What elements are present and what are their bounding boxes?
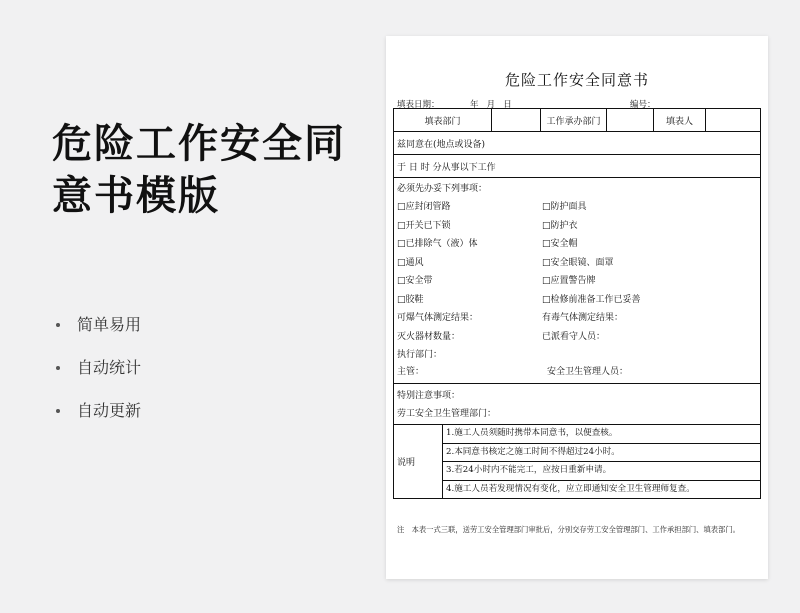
explanation-list [443,425,761,499]
special-notes-row [394,384,761,425]
feature-item [50,312,141,355]
checklist-item[interactable]: □应置警告牌 [542,276,596,286]
document-title: 危险工作安全同意书 [504,71,649,89]
consent-form-table [393,108,761,499]
location-row [394,132,761,155]
feature-label: 自动统计 [77,358,142,377]
explanation-item: 1.施工人员须随时携带本同意书，以便查核。 [443,425,760,444]
checklist-item[interactable]: □防护面具 [542,202,587,212]
explanation-item: 3.若24小时内不能完工，应按日重新申请。 [443,462,760,481]
toxic-gas-result: 有毒气体测定结果： [542,313,624,323]
feature-item [50,398,141,441]
undertake-label: 工作承办部门 [541,109,607,132]
checklist-item[interactable]: □开关已下锁 [397,220,451,231]
footnote: 注 本表一式三联，送劳工安全管理部门审批后，分别交存劳工安全管理部门、工作承担部门、填表部门。 [397,525,740,534]
date-parts: 年 月 日 [470,100,512,110]
checklist-item[interactable]: □应封闭管路 [397,202,451,212]
form-header-row [394,109,761,132]
checklist-item[interactable]: □检修前准备工作已妥善 [542,294,641,305]
feature-label: 简单易用 [77,315,142,334]
explanation-item: 4.施工人员若发现情况有变化，应立即通知安全卫生管理师复查。 [446,483,695,494]
dept-value[interactable] [492,109,541,132]
filler-label: 填表人 [654,109,706,132]
fill-date-label: 填表日期： [397,100,440,110]
special-notes-section [394,384,760,424]
dept-label: 填表部门 [394,109,492,132]
checklist-item[interactable]: □安全带 [397,276,433,286]
feature-label: 自动更新 [77,401,142,420]
safety-manager: 安全卫生管理人员： [547,367,629,377]
page-title: 危险工作安全同意书模版 [52,121,346,219]
labor-dept: 劳工安全卫生管理部门： [397,409,497,419]
explanation-item: 2.本同意书核定之施工时间不得超过24小时。 [443,444,760,463]
explosive-gas-result: 可爆气体测定结果： [397,313,479,323]
explanation-row [394,425,761,499]
work-time: 于 日 时 分从事以下工作 [394,155,761,178]
time-row [394,155,761,178]
checklist-item[interactable]: □安全眼镜、面罩 [542,257,614,268]
extinguisher-count: 灭火器材数量： [397,331,461,342]
bullet-icon [56,366,60,370]
exec-dept: 执行部门： [397,350,443,360]
feature-item [50,355,141,398]
checklist-item[interactable]: □已排除气（液）体 [397,239,478,249]
bullet-icon [56,323,60,327]
agree-location: 兹同意在(地点或设备) [394,132,761,155]
checklist-item[interactable]: □胶鞋 [397,294,424,305]
requirements-heading: 必须先办妥下列事项： [397,184,488,194]
checklist-item[interactable]: □防护衣 [542,220,578,231]
requirements-section [394,178,760,383]
requirements-row [394,178,761,384]
special-notes: 特别注意事项： [397,391,461,401]
feature-list [50,312,141,441]
supervisor: 主管： [397,367,425,377]
filler-value[interactable] [706,109,761,132]
bullet-icon [56,409,60,413]
checklist-item[interactable]: □通风 [397,257,424,268]
guard-assigned: 已派看守人员： [542,331,606,342]
document-preview [386,36,768,579]
undertake-value[interactable] [607,109,654,132]
number-label: 编号： [630,100,656,110]
explanation-label: 说明 [394,425,443,499]
checklist-item[interactable]: □安全帽 [542,239,578,249]
